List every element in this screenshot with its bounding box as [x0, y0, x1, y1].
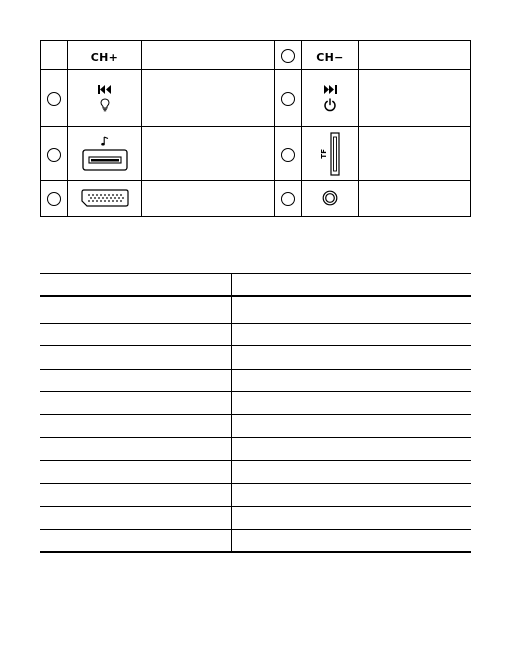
callout-circle [47, 192, 61, 206]
callout-cell [41, 70, 68, 127]
tf-label: TF [320, 148, 328, 159]
callout-circle [281, 92, 295, 106]
ch-minus-label: CH− [316, 50, 344, 64]
callout-circle [47, 148, 61, 162]
prev-light-cell [68, 70, 142, 127]
callout-cell [275, 180, 302, 216]
table-row-line [40, 437, 471, 438]
description-cell [142, 41, 275, 70]
prev-track-icon [98, 85, 112, 94]
table-row-line [40, 273, 471, 274]
callout-cell [41, 41, 68, 70]
next-track-icon [323, 85, 337, 94]
next-power-cell [302, 70, 359, 127]
controls-table [40, 40, 471, 217]
table-row-line [40, 345, 471, 346]
tf-cell [302, 127, 359, 180]
power-icon [323, 98, 337, 112]
table-row-line [40, 369, 471, 370]
callout-circle [281, 148, 295, 162]
table-row-line [40, 506, 471, 507]
table-row-line [40, 295, 471, 297]
table-row-line [40, 483, 471, 484]
ch-plus-cell [68, 41, 142, 70]
description-cell [359, 180, 471, 216]
usb-port-icon [82, 149, 128, 171]
callout-cell [275, 41, 302, 70]
description-cell [142, 127, 275, 180]
callout-cell [41, 180, 68, 216]
callout-cell [41, 127, 68, 180]
description-cell [142, 180, 275, 216]
table-row-line [40, 391, 471, 392]
callout-cell [275, 70, 302, 127]
table-row-line [40, 551, 471, 553]
aux-jack-icon [322, 190, 338, 206]
scart-connector-icon [81, 189, 129, 207]
spec-table [40, 273, 471, 553]
callout-circle [281, 192, 295, 206]
callout-circle [47, 92, 61, 106]
table-row-line [40, 529, 471, 530]
table-row-line [40, 323, 471, 324]
scart-cell [68, 180, 142, 216]
ch-plus-label: CH+ [90, 50, 119, 64]
description-cell [142, 70, 275, 127]
callout-cell [275, 127, 302, 180]
ch-minus-cell [302, 41, 359, 70]
description-cell [359, 127, 471, 180]
column-divider [231, 273, 232, 551]
music-note-icon [101, 136, 109, 146]
usb-cell [68, 127, 142, 180]
callout-circle [281, 49, 295, 63]
lightbulb-icon [100, 98, 110, 112]
table-row-line [40, 414, 471, 415]
table-row-line [40, 460, 471, 461]
description-cell [359, 70, 471, 127]
aux-cell [302, 180, 359, 216]
tf-card-group [320, 132, 340, 176]
description-cell [359, 41, 471, 70]
tf-card-slot-icon [330, 132, 340, 176]
